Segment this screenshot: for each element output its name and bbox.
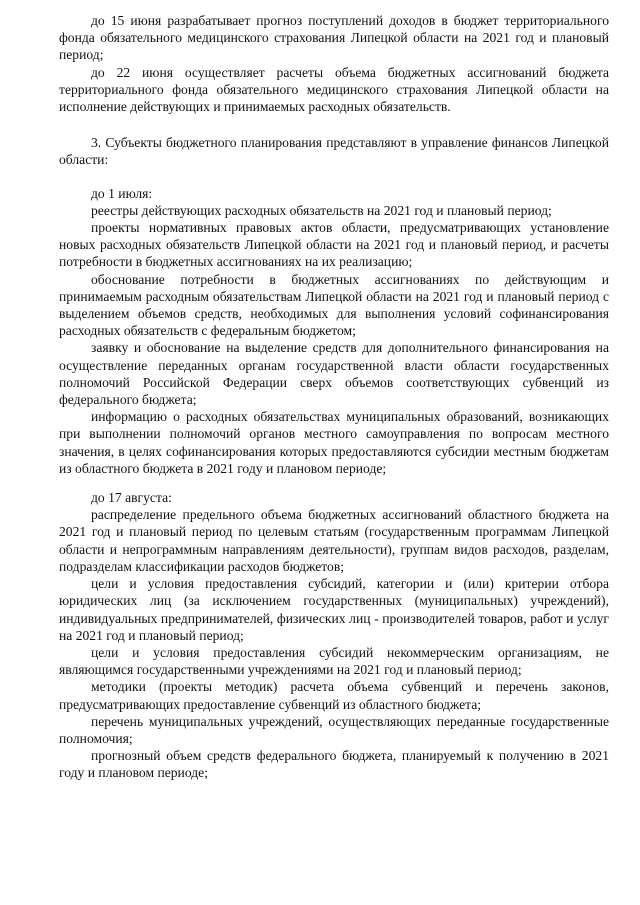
paragraph: проекты нормативных правовых актов области, предусматривающих установление новых расходных обязательств Липецкой области на 2021 год и плановый период, и расчеты потребности в бюджетных ассигнованиях на их реализацию; — [59, 220, 609, 270]
paragraph: перечень муниципальных учреждений, осуществляющих переданные государственные полномочия; — [59, 713, 609, 746]
paragraph: до 22 июня осуществляет расчеты объема бюджетных ассигнований бюджета территориального фонда обязательного медицинского страхования Липецкой области на исполнение действующих и принимаемых расходных обязательств. — [59, 64, 609, 115]
paragraph: реестры действующих расходных обязательств на 2021 год и плановый период; — [91, 202, 552, 218]
paragraph: до 17 августа: — [91, 490, 172, 506]
paragraph: информацию о расходных обязательствах муниципальных образований, возникающих при выполнении полномочий органов местного самоуправления по вопросам местного значения, в целях софинансирования которых предоставляются субсидии местным бюджетам из областного бюджета в 2021 году и плановом периоде; — [59, 409, 609, 476]
paragraph: 3. Субъекты бюджетного планирования представляют в управление финансов Липецкой области: — [59, 135, 609, 168]
paragraph: распределение предельного объема бюджетных ассигнований областного бюджета на 2021 год и плановый период по целевым статьям (государственным программам Липецкой области и непрограммным направлениям деятельности), группам видов расходов, разделам, подразделам классификации расходов бюджетов; — [59, 507, 609, 574]
paragraph: обоснование потребности в бюджетных ассигнованиях по действующим и принимаемым расходным обязательствам Липецкой области на 2021 год и плановый период с выделением объемов средств, необходимых для выполнения условий софинансирования расходных обязательств с федеральным бюджетом; — [59, 271, 609, 339]
paragraph-spacer — [59, 477, 609, 489]
paragraph-spacer — [59, 115, 609, 134]
paragraph: цели и условия предоставления субсидий некоммерческим организациям, не являющимся государственными учреждениями на 2021 год и плановый период; — [59, 644, 609, 678]
paragraph: прогнозный объем средств федерального бюджета, планируемый к получению в 2021 году и плановом периоде; — [59, 748, 609, 781]
paragraph-spacer — [59, 169, 609, 185]
paragraph: до 1 июля: — [91, 185, 153, 201]
document-body — [59, 12, 609, 782]
paragraph: методики (проекты методик) расчета объема субвенций и перечень законов, предусматривающих предоставление субвенций из областного бюджета; — [59, 679, 609, 712]
paragraph: до 15 июня разрабатывает прогноз поступлений доходов в бюджет территориального фонда обязательного медицинского страхования Липецкой области на 2021 год и плановый период; — [59, 13, 609, 63]
paragraph: цели и условия предоставления субсидий, категории и (или) критерии отбора юридических лиц (за исключением государственных (муниципальных) учреждений), индивидуальных предпринимателей, физических лиц - производителей товаров, работ и услуг на 2021 год и плановый период; — [59, 576, 609, 643]
paragraph: заявку и обоснование на выделение средств для дополнительного финансирования на осуществление переданных органам государственной власти области государственных полномочий Российской Федерации сверх объемов соответствующих субвенций из федерального бюджета; — [59, 340, 609, 408]
